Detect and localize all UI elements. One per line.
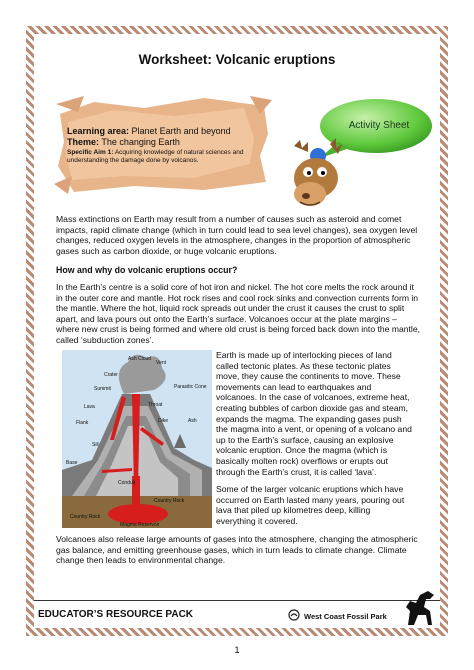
label-magma-reservoir: Magma Reservoir <box>120 522 160 528</box>
volcano-diagram <box>62 350 212 528</box>
label-throat: Throat <box>148 402 163 408</box>
core-paragraph: In the Earth’s centre is a solid core of hot iron and nickel. The hot core melts the rock around it in the outer core and mantle. Hot rock rises and cool rock sinks and convection currents form in the mantle. Where the hot, liquid rock spreads out under the crust it causes the crust to split apart, and lava pours out onto the Earth’s surface. Volcanoes occur at the plate margins – where new crust is being formed and where old crust is being forced back down into the mantle, called ‘subduction zones’. <box>56 282 420 345</box>
theme-label: Theme: <box>67 137 100 147</box>
label-flank: Flank <box>76 420 89 426</box>
learning-area-value: Planet Earth and beyond <box>131 126 231 136</box>
label-conduit: Conduit <box>118 480 136 486</box>
specific-aim-line <box>67 149 277 165</box>
label-crater: Crater <box>104 372 118 378</box>
worksheet-page <box>34 34 440 628</box>
aim-label: Specific Aim 1: <box>67 149 114 156</box>
label-country-rock-left: Country Rock <box>70 514 101 520</box>
label-summit: Summit <box>94 386 111 392</box>
label-ash: Ash <box>188 418 197 424</box>
label-dike: Dike <box>158 418 169 424</box>
page-footer <box>34 600 440 629</box>
moose-mascot-icon <box>280 138 350 210</box>
learning-area-line <box>67 126 277 137</box>
page-title: Worksheet: Volcanic eruptions <box>138 52 336 67</box>
theme-line <box>67 137 277 148</box>
section-heading: How and why do volcanic eruptions occur? <box>56 265 238 275</box>
label-base: Base <box>66 460 78 466</box>
learning-area-label: Learning area: <box>67 126 130 136</box>
label-ash-cloud: Ash Cloud <box>128 356 152 362</box>
label-sill: Sill <box>92 442 99 448</box>
gases-paragraph: Volcanoes also release large amounts of gases into the atmosphere, changing the atmospheric gas balance, and emitting greenhouse gases, which in turn leads to climate change. Climate change then leads to environmental change. <box>56 534 418 566</box>
label-country-rock-right: Country Rock <box>154 498 185 504</box>
fossil-park-logo-icon <box>288 609 300 621</box>
label-lava: Lava <box>84 404 95 410</box>
larger-eruptions-paragraph: Some of the larger volcanic eruptions which have occurred on Earth lasted many years, pouring out lava that piled up kilometres deep, killing everything it covered. <box>216 484 405 526</box>
page-number: 1 <box>234 645 240 655</box>
dinosaur-silhouette-icon <box>402 589 438 627</box>
learning-area-block <box>67 126 277 165</box>
label-parasitic-cone: Parasitic Cone <box>174 384 207 390</box>
activity-sheet-label: Activity Sheet <box>348 120 410 131</box>
theme-value: The changing Earth <box>101 137 180 147</box>
label-vent: Vent <box>156 360 167 366</box>
footer-resource-pack: EDUCATOR’S RESOURCE PACK <box>38 609 194 620</box>
aim-value: Acquiring knowledge of natural sciences and understanding the damage done by volcanos. <box>67 149 244 164</box>
intro-paragraph: Mass extinctions on Earth may result from a number of causes such as asteroid and comet impacts, rapid climate change (which in turn could lead to sea level changes), sea oxygen level changes, reduced oxygen levels in the atmosphere, changes in the proportion of atmospheric gases such as carbon dioxide, or huge volcanic eruptions. <box>56 214 418 256</box>
plates-paragraph: Earth is made up of interlocking pieces of land called tectonic plates. As these tectonic plates move, they cause the continents to move. These movements can lead to earthquakes and volcanoes. In the case of volcanoes, extreme heat, creating bubbles of carbon dioxide gas and steam, expands the magma. The expanding gases push the magma into a vent, or opening of a volcano and up to the Earth’s surface, causing an explosive volcanic eruption. Once the magma (which is basically molten rock) overflows or erupts out through the Earth’s crust, it is called ‘lava’. <box>216 350 412 477</box>
footer-park-name: West Coast Fossil Park <box>304 612 387 621</box>
